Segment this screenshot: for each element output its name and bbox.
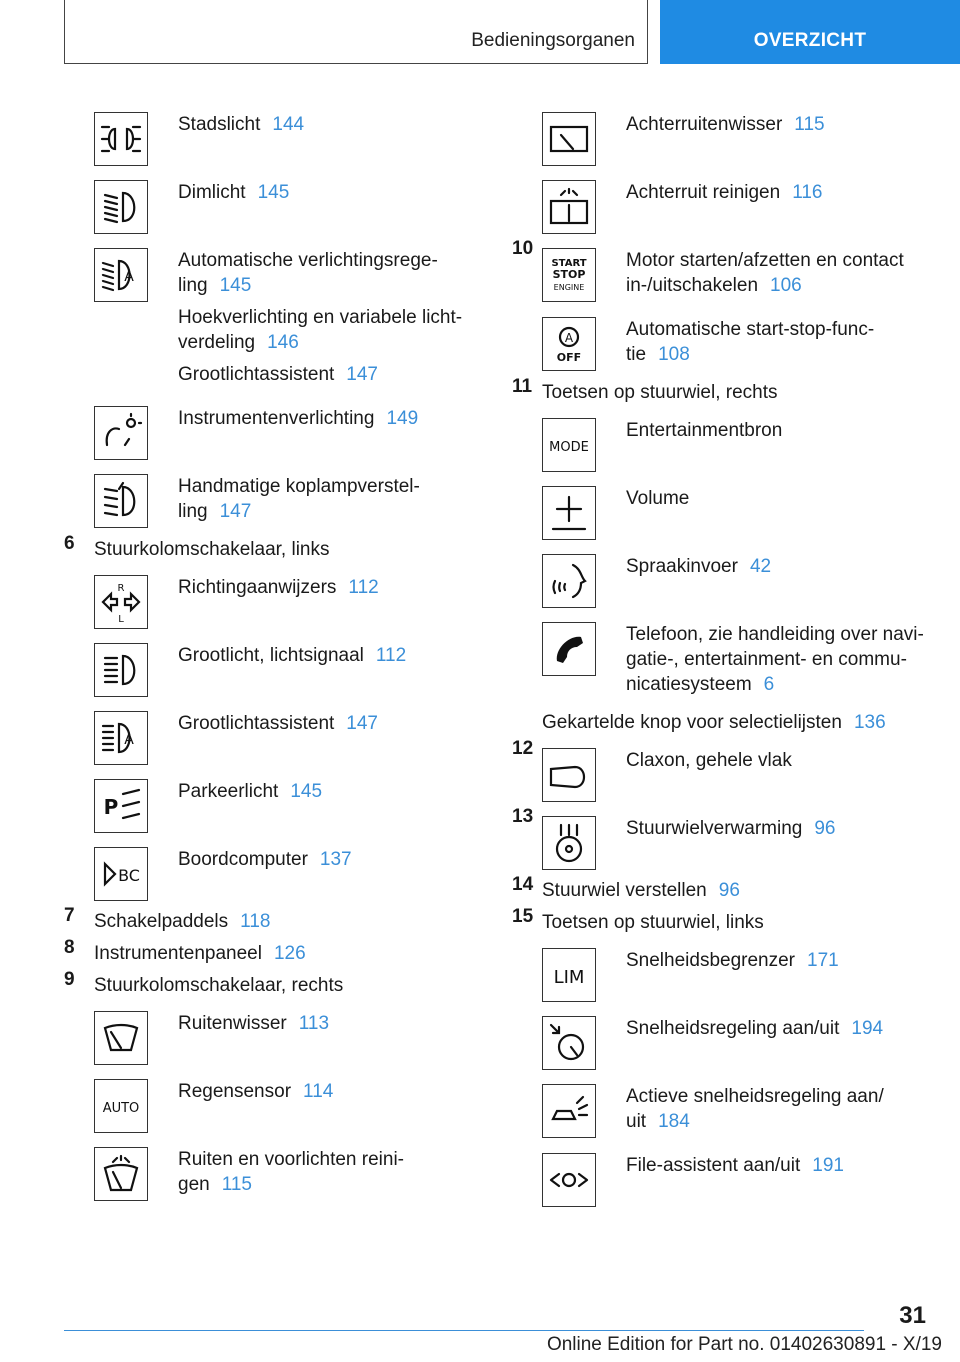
turn-signal-icon <box>94 575 148 629</box>
page-reference-link[interactable]: 147 <box>346 713 378 734</box>
left-text-row-13 <box>64 967 474 999</box>
high-beam-icon <box>94 643 148 697</box>
right-row-14-line-0 <box>626 948 942 973</box>
right-icon-row-8 <box>512 610 942 704</box>
item-texts <box>626 305 942 374</box>
item-texts <box>626 168 942 212</box>
item-label: Schakelpaddels 118 <box>94 911 271 932</box>
page-reference-link[interactable]: 184 <box>658 1111 690 1132</box>
phone-icon <box>542 622 596 676</box>
left-row-0-line-0 <box>178 112 474 137</box>
item-texts <box>178 100 474 144</box>
right-icon-row-0 <box>512 100 942 168</box>
left-row-14-line-0 <box>178 1011 474 1036</box>
svg-text:MODE: MODE <box>549 440 589 455</box>
item-label: Stuurwielverwarming <box>626 818 803 839</box>
svg-text:R: R <box>117 583 125 594</box>
item-label: Automatische verlichtingsrege- ling <box>178 250 438 296</box>
left-column <box>64 100 474 1204</box>
item-label: Spraakinvoer <box>626 556 738 577</box>
footer-divider <box>64 1330 864 1331</box>
page-reference-link[interactable]: 171 <box>807 950 839 971</box>
right-icon-row-7 <box>512 542 942 610</box>
cruise-control-icon <box>542 1016 596 1070</box>
svg-text:OFF: OFF <box>556 351 582 364</box>
item-label: Parkeerlicht <box>178 781 279 802</box>
page-reference-link[interactable]: 145 <box>290 781 323 802</box>
right-icon-row-15 <box>512 1004 942 1072</box>
right-text-row-12 <box>512 872 942 904</box>
auto-headlight-icon <box>94 248 148 302</box>
page-reference-link[interactable]: 115 <box>221 1174 252 1195</box>
right-row-5-line-0 <box>626 418 942 443</box>
start-stop-icon <box>542 248 596 302</box>
item-texts <box>626 236 942 305</box>
left-row-8-line-0 <box>178 711 474 736</box>
item-label: Claxon, gehele vlak <box>626 750 792 771</box>
item-number: 6 <box>64 533 75 554</box>
page-reference-link[interactable]: 96 <box>718 880 740 901</box>
page-reference-link[interactable]: 144 <box>272 114 305 135</box>
item-label: Ruitenwisser <box>178 1013 287 1034</box>
svg-text:START: START <box>551 258 587 269</box>
item-label: Telefoon, zie handleiding over navi- gatie-, entertainment- en commu- nicatiesysteem <box>626 624 924 695</box>
page-reference-link[interactable]: 112 <box>348 577 379 598</box>
headlight-range-icon <box>94 474 148 528</box>
item-label: Grootlicht, lichtsignaal <box>178 645 364 666</box>
left-row-2-line-2 <box>178 362 474 387</box>
item-texts <box>178 1135 474 1204</box>
right-row-11-line-0 <box>626 816 942 841</box>
left-text-row-12 <box>64 935 474 967</box>
left-icon-row-16 <box>64 1135 474 1204</box>
item-label: Hoekverlichting en variabele licht- verdeling <box>178 307 463 353</box>
left-icon-row-14 <box>64 999 474 1067</box>
item-label: Toetsen op stuurwiel, links <box>542 912 764 933</box>
rear-wiper-icon <box>542 112 596 166</box>
right-row-15-line-0 <box>626 1016 942 1041</box>
right-icon-row-1 <box>512 168 942 236</box>
left-icon-row-4 <box>64 462 474 531</box>
page-reference-link[interactable]: 146 <box>267 332 299 353</box>
header-tab-label: OVERZICHT <box>753 30 867 51</box>
item-label: Actieve snelheidsregeling aan/ uit <box>626 1086 884 1132</box>
item-texts <box>626 474 942 518</box>
right-row-3-line-0 <box>626 317 942 367</box>
parking-light-icon <box>94 112 148 166</box>
item-texts <box>626 804 942 848</box>
item-label: Snelheidsbegrenzer <box>626 950 796 971</box>
right-icon-row-17 <box>512 1141 942 1209</box>
item-label: Stuurwiel verstellen 96 <box>542 880 740 901</box>
item-texts <box>626 406 942 450</box>
item-number: 8 <box>64 937 75 958</box>
right-row-17-line-0 <box>626 1153 942 1178</box>
item-label: Ruiten en voorlichten reini- gen <box>178 1149 405 1195</box>
svg-text:L: L <box>118 614 124 624</box>
page-reference-link[interactable]: 108 <box>658 344 690 365</box>
svg-text:BC: BC <box>118 866 140 885</box>
right-icon-row-11 <box>512 804 942 872</box>
page-reference-link[interactable]: 136 <box>853 712 886 733</box>
right-row-10-line-0 <box>626 748 942 773</box>
page-reference-link[interactable]: 145 <box>257 182 290 203</box>
footer-edition: Online Edition for Part no. 01402630891 - X/19 <box>546 1334 942 1355</box>
item-texts <box>626 1072 942 1141</box>
right-icon-row-2 <box>512 236 942 305</box>
right-icon-row-6 <box>512 474 942 542</box>
left-row-2-line-1 <box>178 305 474 355</box>
item-texts <box>178 394 474 438</box>
left-row-15-line-0 <box>178 1079 474 1104</box>
item-texts <box>178 563 474 607</box>
item-label: Grootlichtassistent <box>178 713 335 734</box>
right-text-row-9 <box>512 704 942 736</box>
board-computer-icon <box>94 847 148 901</box>
page-reference-link[interactable]: 6 <box>763 674 775 695</box>
right-row-7-line-0 <box>626 554 942 579</box>
left-icon-row-6 <box>64 563 474 631</box>
right-row-6-line-0 <box>626 486 942 511</box>
traffic-jam-assist-icon <box>542 1153 596 1207</box>
left-text-row-11 <box>64 903 474 935</box>
right-icon-row-16 <box>512 1072 942 1141</box>
page-reference-link[interactable]: 96 <box>814 818 836 839</box>
left-row-2-line-0 <box>178 248 474 298</box>
item-label: Handmatige koplampverstel- ling <box>178 476 420 522</box>
item-texts <box>626 610 942 704</box>
right-row-1-line-0 <box>626 180 942 205</box>
left-icon-row-8 <box>64 699 474 767</box>
page-reference-link[interactable]: 42 <box>749 556 772 577</box>
left-row-9-line-0 <box>178 779 474 804</box>
parking-light-side-icon <box>94 779 148 833</box>
svg-text:ENGINE: ENGINE <box>553 283 585 292</box>
right-row-16-line-0 <box>626 1084 942 1134</box>
right-text-row-13 <box>512 904 942 936</box>
item-label: Instrumentenverlichting <box>178 408 375 429</box>
item-texts <box>626 1141 942 1185</box>
page-reference-link[interactable]: 116 <box>792 182 823 203</box>
mode-icon <box>542 418 596 472</box>
item-label: Gekartelde knop voor selectielijsten 136 <box>542 712 886 733</box>
left-row-7-line-0 <box>178 643 474 668</box>
item-label: Stadslicht <box>178 114 261 135</box>
right-icon-row-5 <box>512 406 942 474</box>
item-texts <box>626 736 942 780</box>
page-reference-link[interactable]: 137 <box>319 849 352 870</box>
item-number: 13 <box>512 806 534 827</box>
page-reference-link[interactable]: 113 <box>298 1013 330 1034</box>
left-row-1-line-0 <box>178 180 474 205</box>
steering-heat-icon <box>542 816 596 870</box>
page-reference-link[interactable]: 194 <box>851 1018 884 1039</box>
right-row-0-line-0 <box>626 112 942 137</box>
low-beam-icon <box>94 180 148 234</box>
svg-text:AUTO: AUTO <box>102 1101 140 1116</box>
active-cruise-icon <box>542 1084 596 1138</box>
item-label: Boordcomputer <box>178 849 308 870</box>
item-texts <box>178 1067 474 1111</box>
left-row-6-line-0 <box>178 575 474 600</box>
right-icon-row-3 <box>512 305 942 374</box>
page-reference-link[interactable]: 115 <box>794 114 825 135</box>
item-label: Snelheidsregeling aan/uit <box>626 1018 840 1039</box>
right-column <box>512 100 942 1209</box>
item-number: 7 <box>64 905 75 926</box>
item-number: 10 <box>512 238 534 259</box>
left-icon-row-7 <box>64 631 474 699</box>
item-texts <box>178 236 474 394</box>
svg-text:LIM: LIM <box>553 967 585 988</box>
high-beam-assist-icon <box>94 711 148 765</box>
item-texts <box>178 631 474 675</box>
item-label: Achterruitenwisser <box>626 114 783 135</box>
item-label: Achterruit reinigen <box>626 182 781 203</box>
item-label: Stuurkolomschakelaar, rechts <box>94 975 344 996</box>
item-label: Richtingaanwijzers <box>178 577 337 598</box>
left-row-16-line-0 <box>178 1147 474 1197</box>
item-label: Volume <box>626 488 690 509</box>
item-texts <box>626 100 942 144</box>
item-number: 11 <box>512 376 533 397</box>
item-number: 12 <box>512 738 534 759</box>
right-icon-row-14 <box>512 936 942 1004</box>
item-label: Toetsen op stuurwiel, rechts <box>542 382 778 403</box>
left-icon-row-15 <box>64 1067 474 1135</box>
left-icon-row-0 <box>64 100 474 168</box>
header-section-label: Bedieningsorganen <box>471 30 635 51</box>
item-label: Instrumentenpaneel 126 <box>94 943 306 964</box>
rain-sensor-icon <box>94 1079 148 1133</box>
item-number: 9 <box>64 969 75 990</box>
page-reference-link[interactable]: 191 <box>812 1155 844 1176</box>
page-reference-link[interactable]: 106 <box>770 275 802 296</box>
horn-icon <box>542 748 596 802</box>
left-icon-row-3 <box>64 394 474 462</box>
item-number: 14 <box>512 874 534 895</box>
page-number: 31 <box>899 1302 926 1329</box>
item-label: Entertainmentbron <box>626 420 783 441</box>
item-texts <box>178 999 474 1043</box>
limiter-icon <box>542 948 596 1002</box>
left-row-10-line-0 <box>178 847 474 872</box>
page-reference-link[interactable]: 126 <box>273 943 306 964</box>
item-label: Automatische start-stop-func- tie <box>626 319 875 365</box>
left-row-4-line-0 <box>178 474 474 524</box>
page-reference-link[interactable]: 112 <box>375 645 407 666</box>
page-reference-link[interactable]: 147 <box>346 364 378 385</box>
page-reference-link[interactable]: 114 <box>303 1081 334 1102</box>
item-label: Motor starten/afzetten en contact in-/uitschakelen <box>626 250 904 296</box>
item-label: Dimlicht <box>178 182 246 203</box>
item-label: Stuurkolomschakelaar, links <box>94 539 330 560</box>
svg-text:A: A <box>564 331 574 345</box>
item-texts <box>178 835 474 879</box>
item-texts <box>178 462 474 531</box>
header-tab[interactable] <box>660 0 960 64</box>
item-label: Regensensor <box>178 1081 292 1102</box>
right-row-8-line-0 <box>626 622 942 697</box>
item-label: File-assistent aan/uit <box>626 1155 801 1176</box>
washer-icon <box>94 1147 148 1201</box>
right-text-row-4 <box>512 374 942 406</box>
item-texts <box>626 1004 942 1048</box>
left-icon-row-2 <box>64 236 474 394</box>
item-texts <box>178 767 474 811</box>
left-icon-row-10 <box>64 835 474 903</box>
page-reference-link[interactable]: 118 <box>240 911 271 932</box>
item-label: Grootlichtassistent <box>178 364 335 385</box>
item-texts <box>626 936 942 980</box>
header-section <box>64 0 648 64</box>
item-texts <box>626 542 942 586</box>
left-icon-row-9 <box>64 767 474 835</box>
left-text-row-5 <box>64 531 474 563</box>
wiper-icon <box>94 1011 148 1065</box>
svg-text:P: P <box>103 795 119 819</box>
svg-text:A: A <box>124 269 134 285</box>
auto-start-stop-off-icon <box>542 317 596 371</box>
instrument-lighting-icon <box>94 406 148 460</box>
left-icon-row-1 <box>64 168 474 236</box>
right-row-2-line-0 <box>626 248 942 298</box>
voice-input-icon <box>542 554 596 608</box>
svg-text:STOP: STOP <box>552 268 586 281</box>
svg-text:A: A <box>124 732 134 748</box>
page-reference-link[interactable]: 145 <box>219 275 252 296</box>
item-texts <box>178 699 474 743</box>
item-number: 15 <box>512 906 534 927</box>
left-row-3-line-0 <box>178 406 474 431</box>
right-icon-row-10 <box>512 736 942 804</box>
item-texts <box>178 168 474 212</box>
rear-washer-icon <box>542 180 596 234</box>
page-reference-link[interactable]: 149 <box>386 408 419 429</box>
volume-icon <box>542 486 596 540</box>
page-reference-link[interactable]: 147 <box>219 501 252 522</box>
